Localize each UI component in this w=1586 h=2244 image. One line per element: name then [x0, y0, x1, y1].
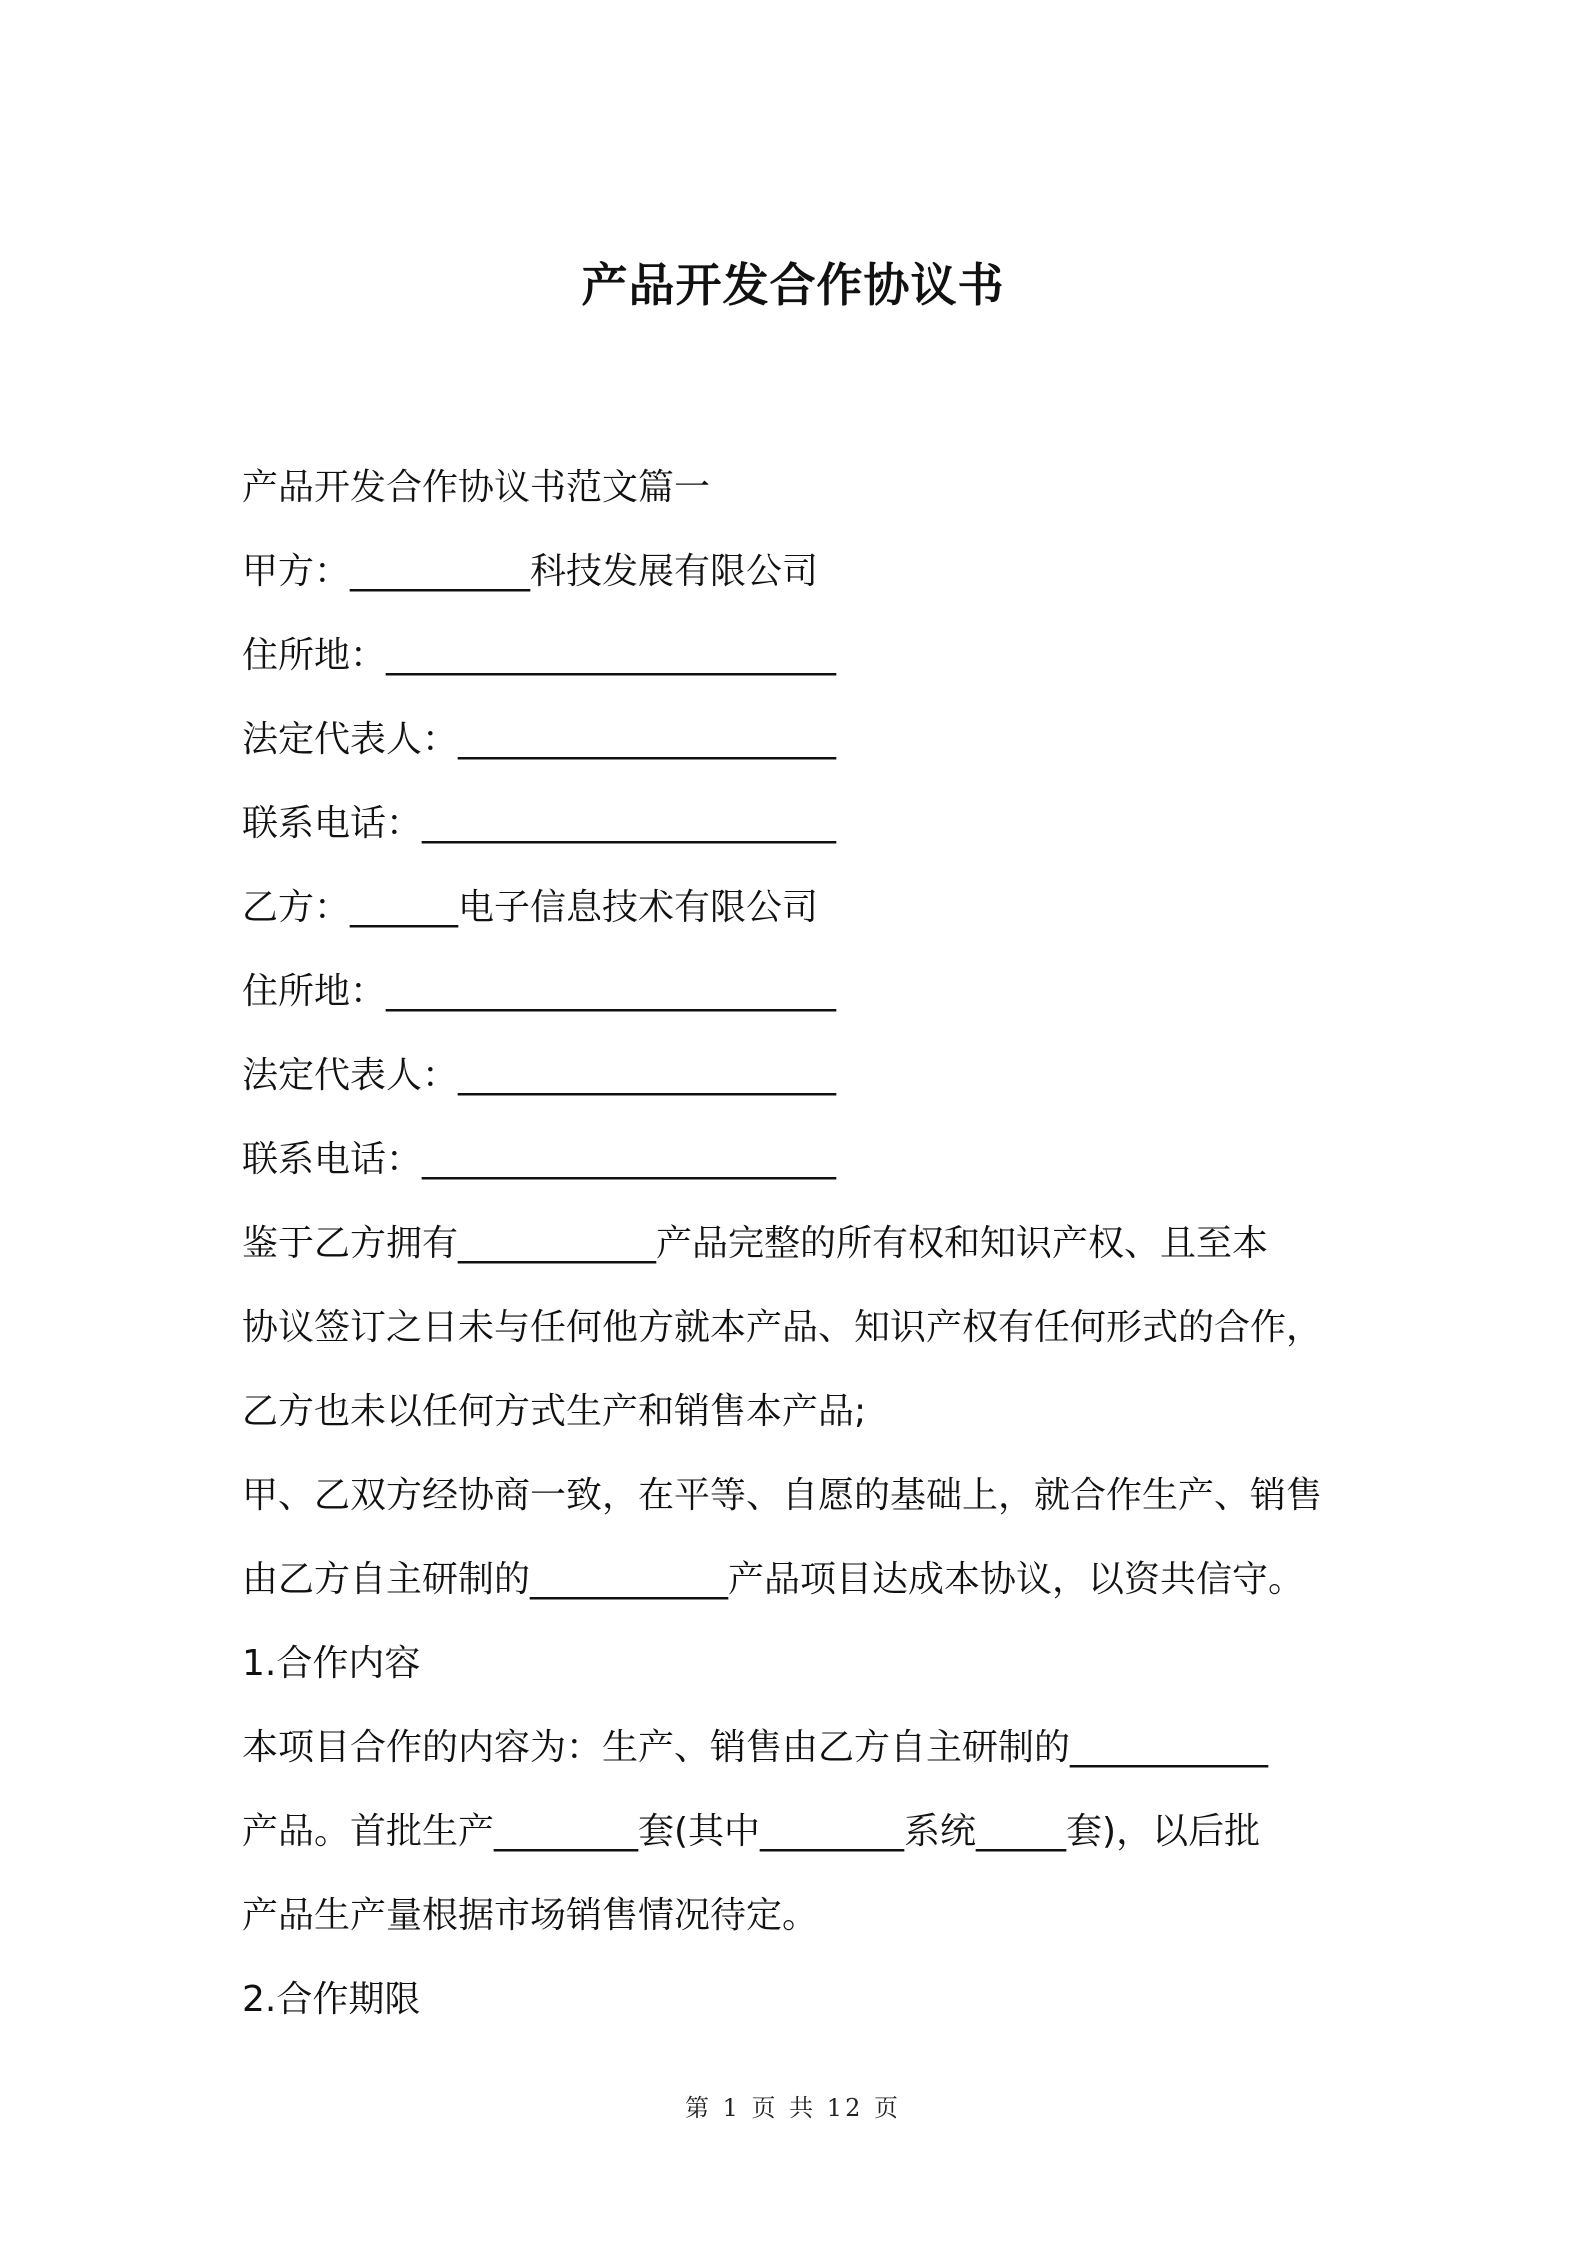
party-a-legal-rep: 法定代表人：_____________________ — [242, 719, 837, 760]
page-footer: 第 1 页 共 12 页 — [685, 2094, 901, 2122]
party-a-name: 甲方：__________科技发展有限公司 — [242, 551, 819, 592]
section-heading: 产品开发合作协议书范文篇一 — [242, 467, 711, 508]
preamble-line: 鉴于乙方拥有___________产品完整的所有权和知识产权、且至本 — [242, 1223, 1269, 1264]
clause-heading: 1.合作内容 — [242, 1643, 421, 1684]
party-b-legal-rep: 法定代表人：_____________________ — [242, 1055, 837, 1096]
clause-text: 本项目合作的内容为：生产、销售由乙方自主研制的___________ — [242, 1727, 1269, 1768]
clause-text: 产品。首批生产________套(其中________系统_____套)，以后批 — [242, 1811, 1261, 1852]
preamble-line: 乙方也未以任何方式生产和销售本产品; — [242, 1391, 867, 1432]
agreement-line: 由乙方自主研制的___________产品项目达成本协议，以资共信守。 — [242, 1559, 1305, 1600]
party-a-address: 住所地：_________________________ — [242, 635, 837, 676]
document-title: 产品开发合作协议书 — [581, 258, 1005, 312]
party-b-address: 住所地：_________________________ — [242, 971, 837, 1012]
agreement-line: 甲、乙双方经协商一致，在平等、自愿的基础上，就合作生产、销售 — [242, 1475, 1323, 1516]
party-b-phone: 联系电话：_______________________ — [242, 1139, 837, 1180]
document-body — [242, 446, 1362, 2042]
clause-text: 产品生产量根据市场销售情况待定。 — [242, 1895, 819, 1936]
preamble-line: 协议签订之日未与任何他方就本产品、知识产权有任何形式的合作， — [242, 1307, 1323, 1348]
party-b-name: 乙方：______电子信息技术有限公司 — [242, 887, 819, 928]
party-a-phone: 联系电话：_______________________ — [242, 803, 837, 844]
clause-heading: 2.合作期限 — [242, 1979, 421, 2020]
